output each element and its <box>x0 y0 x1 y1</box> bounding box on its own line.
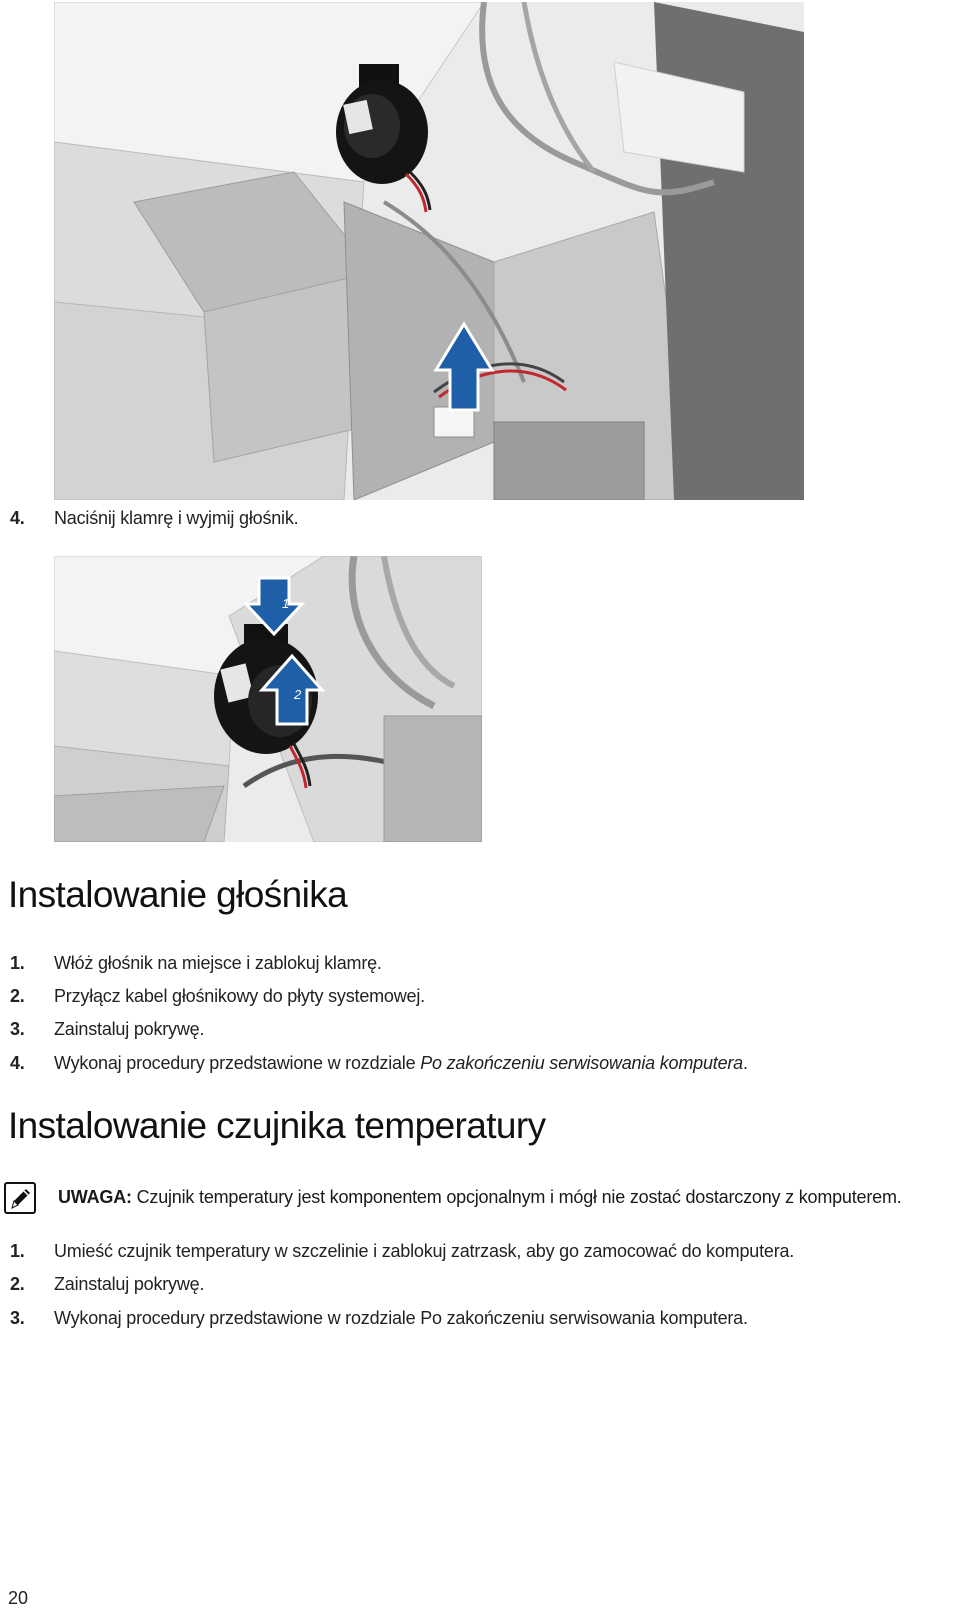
speaker-cable-illustration <box>54 2 804 500</box>
step-number: 4. <box>10 508 25 528</box>
removal-step-4 <box>10 507 298 529</box>
install-speaker-step-2 <box>10 985 425 1007</box>
install-speaker-step-4 <box>10 1052 748 1074</box>
speaker-release-illustration <box>54 556 482 842</box>
install-speaker-step-1 <box>10 952 382 974</box>
cross-reference-link[interactable]: Po zakończeniu serwisowania komputera <box>420 1053 743 1073</box>
step-number: 1. <box>10 953 25 973</box>
install-speaker-step-3 <box>10 1018 204 1040</box>
section-title-install-speaker: Instalowanie głośnika <box>8 874 348 915</box>
arrow-2-label: 2 <box>294 687 302 702</box>
step-text: Naciśnij klamrę i wyjmij głośnik. <box>54 508 299 528</box>
arrow-1-label: 1 <box>282 596 290 611</box>
step-number: 2. <box>10 986 25 1006</box>
step-text: Wykonaj procedury przedstawione w rozdziale Po zakończeniu serwisowania komputera. <box>54 1308 748 1328</box>
install-sensor-step-3 <box>10 1307 748 1329</box>
section-title-install-sensor: Instalowanie czujnika temperatury <box>8 1105 546 1146</box>
step-text: Zainstaluj pokrywę. <box>54 1019 205 1039</box>
step-number: 2. <box>10 1274 25 1294</box>
note-label: UWAGA: <box>58 1187 132 1207</box>
step-text: Włóż głośnik na miejsce i zablokuj klamrę. <box>54 953 382 973</box>
speaker-release-drawing <box>54 556 482 842</box>
note-box <box>0 1180 960 1216</box>
step-number: 1. <box>10 1241 25 1261</box>
step-text: Umieść czujnik temperatury w szczelinie i zablokuj zatrzask, aby go zamocować do komputera. <box>54 1241 795 1261</box>
step-text-end: . <box>743 1053 748 1073</box>
speaker-cable-drawing <box>54 2 804 500</box>
step-number: 3. <box>10 1308 25 1328</box>
page-number: 20 <box>8 1588 29 1608</box>
install-sensor-step-1 <box>10 1240 794 1262</box>
step-text: Wykonaj procedury przedstawione w rozdziale <box>54 1053 421 1073</box>
step-number: 4. <box>10 1053 25 1073</box>
step-number: 3. <box>10 1019 25 1039</box>
install-sensor-step-2 <box>10 1273 204 1295</box>
note-text <box>58 1186 902 1208</box>
pencil-note-icon <box>4 1182 36 1214</box>
step-text: Zainstaluj pokrywę. <box>54 1274 205 1294</box>
note-body: Czujnik temperatury jest komponentem opcjonalnym i mógł nie zostać dostarczony z komputerem. <box>131 1187 902 1207</box>
step-text: Przyłącz kabel głośnikowy do płyty systemowej. <box>54 986 425 1006</box>
